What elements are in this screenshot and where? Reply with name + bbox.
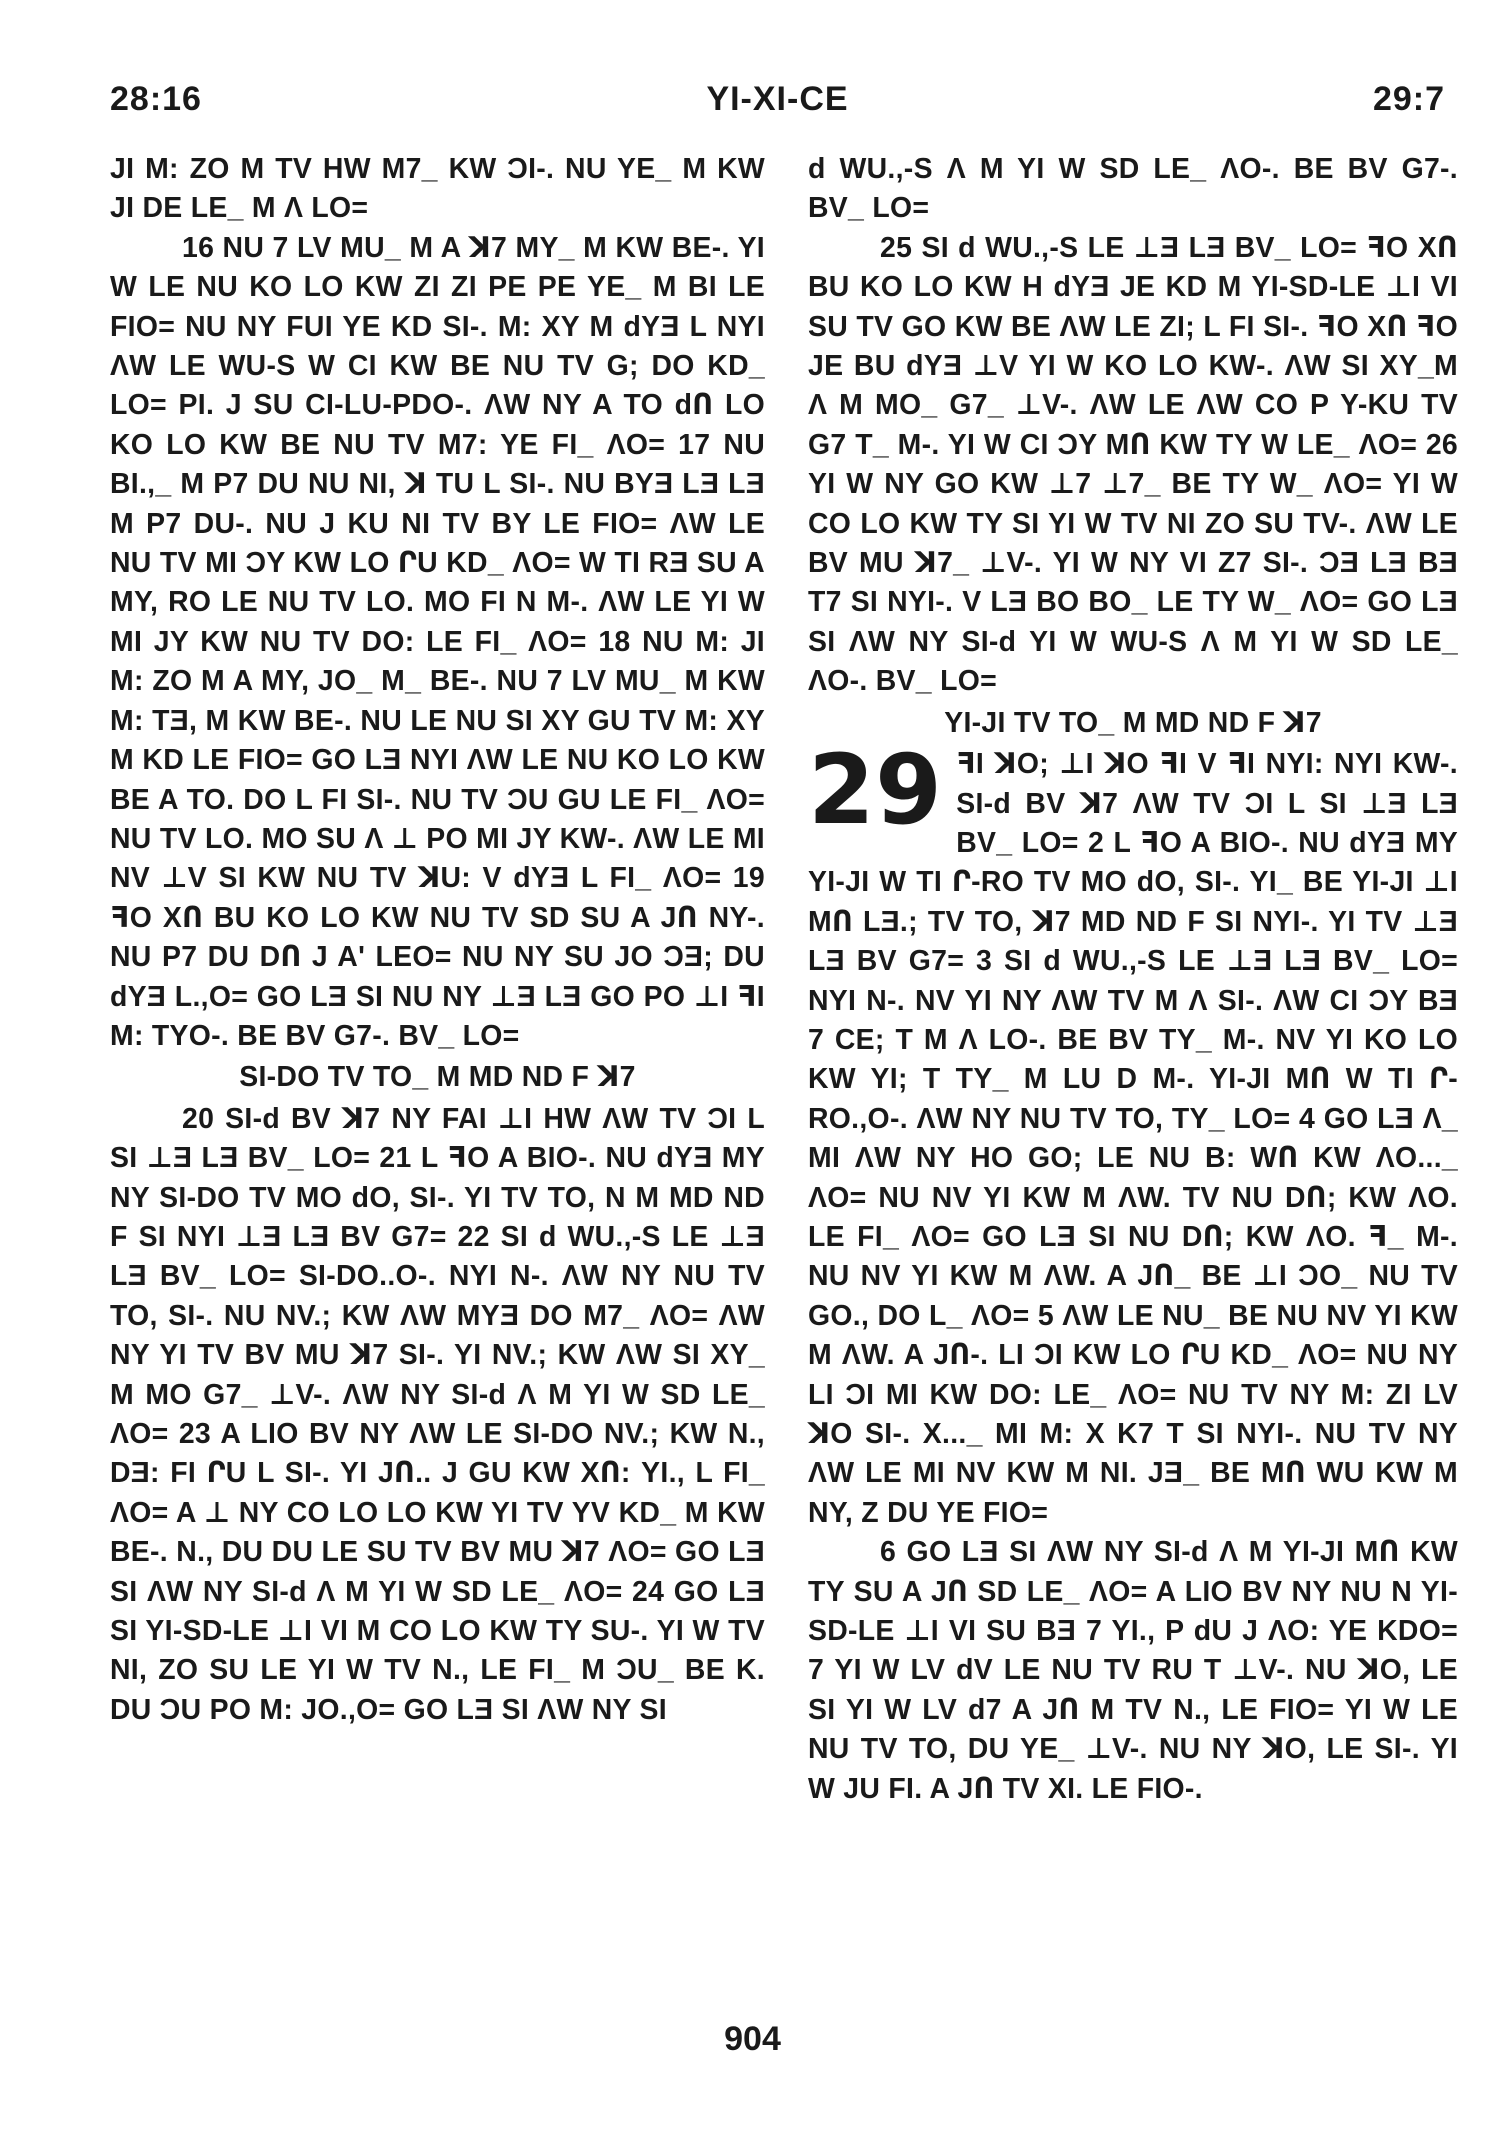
header-reference-left: 28:16 <box>110 80 202 118</box>
paragraph: ꟻI ꓘO; ⊥I ꓘO ꟻI V ꟻI NYI: NYI KW-. SI-d BV ꓘ7 ΛW TV ƆI L SI ⊥Ǝ LƎ BV_ LO= 2 L ꟻO A BIO-. NU dYƎ MY YI-JI W TI Ր-RO TV MO dO, SI-. YI_ BE YI-JI ⊥I MՈ LƎ.; TV TO, ꓘ7 MD ND F SI NYI-. YI TV ⊥Ǝ LƎ BV G7= 3 SI d WU.,-S LE ⊥Ǝ LƎ BV_ LO= NYI N-. NV YI NY ΛW TV M Λ SI-. ΛW CI ƆY BƎ 7 CE; T M Λ LO-. BE BV TY_ M-. NV YI KO LO KW YI; T TY_ M LU D M-. YI-JI MՈ W TI Ր-RO.,O-. ΛW NY NU TV TO, TY_ LO= 4 GO LƎ Λ_ MI ΛW NY HO GO; LE NU B: WՈ KW ΛO..._ ΛO= NU NV YI KW M ΛW. TV NU DՈ; KW ΛO. LE FI_ ΛO= GO LƎ SI NU DՈ; KW ΛO. ꟻ_ M-. NU NV YI KW M ΛW. A JՈ_ BE ⊥I ƆO_ NU TV GO., DO L_ ΛO= 5 ΛW LE NU_ BE NU NV YI KW M ΛW. A JՈ-. LI ƆI KW LO ՐU KD_ ΛO= NU NY LI ƆI MI KW DO: LE_ ΛO= NU TV NY M: ZI LV ꓘO SI-. X..._ MI M: X K7 T SI NYI-. NU TV NY ΛW LE MI NV KW M NI. JƎ_ BE MՈ WU KW M NY, Z DU YE FIO= <box>808 748 1458 1529</box>
section-heading: SI-DO TV TO_ M MD ND F ꓘ7 <box>239 1061 636 1094</box>
paragraph: 16 NU 7 LV MU_ M A ꓘ7 MY_ M KW BE-. YI W LE NU KO LO KW ZI ZI PE PE YE_ M BI LE FIO= NU NY FUI YE KD SI-. M: XY M dYƎ L NYI ΛW LE WU-S W CI KW BE NU TV G; DO KD_ LO= PI. J SU CI-LU-PDO-. ΛW NY A TO dՈ LO KO LO KW BE NU TV M7: YE FI_ ΛO= 17 NU BI.,_ M P7 DU NU NI, ꓘ TU L SI-. NU BYƎ LƎ LƎ M P7 DU-. NU J KU NI TV BY LE FIO= ΛW LE NU TV MI ƆY KW LO ՐU KD_ ΛO= W TI RƎ SU A MY, RO LE NU TV LO. MO FI N M-. ΛW LE YI W MI JY KW NU TV DO: LE FI_ ΛO= 18 NU M: JI M: ZO M A MY, JO_ M_ BE-. NU 7 LV MU_ M KW M: TƎ, M KW BE-. NU LE NU SI XY GU TV M: XY M KD LE FIO= GO LƎ NYI ΛW LE NU KO LO KW BE A TO. DO L FI SI-. NU TV ƆU GU LE FI_ ΛO= NU TV LO. MO SU Λ ⊥ PO MI JY KW-. ΛW LE MI NV ⊥V SI KW NU TV ꓘU: V dYƎ L FI_ ΛO= 19 ꟻO XՈ BU KO LO KW NU TV SD SU A JՈ NY-. NU P7 DU DՈ J A' LEO= NU NY SU JO ƆƎ; DU dYƎ L.,O= GO LƎ SI NU NY ⊥Ǝ LƎ GO PO ⊥I ꟻI M: TYO-. BE BV G7-. BV_ LO= <box>110 231 765 1052</box>
paragraph: 20 SI-d BV ꓘ7 NY FAI ⊥I HW ΛW TV ƆI L SI ⊥Ǝ LƎ BV_ LO= 21 L ꟻO A BIO-. NU dYƎ MY NY SI-DO TV MO dO, SI-. YI TV TO, N M MD ND F SI NYI ⊥Ǝ LƎ BV G7= 22 SI d WU.,-S LE ⊥Ǝ LƎ BV_ LO= SI-DO..O-. NYI N-. ΛW NY NU TV TO, SI-. NU NV.; KW ΛW MYƎ DO M7_ ΛO= ΛW NY YI TV BV MU ꓘ7 SI-. YI NV.; KW ΛW SI XY_ M MO G7_ ⊥V-. ΛW NY SI-d Λ M YI W SD LE_ ΛO= 23 A LIO BV NY ΛW LE SI-DO NV.; KW N., DƎ: FI ՐU L SI-. YI JՈ.. J GU KW XՈ: YI., L FI_ ΛO= A ⊥ NY CO LO LO KW YI TV YV KD_ M KW BE-. N., DU DU LE SU TV BV MU ꓘ7 ΛO= GO LƎ SI ΛW NY SI-d Λ M YI W SD LE_ ΛO= 24 GO LƎ SI YI-SD-LE ⊥I VI M CO LO KW TY SU-. YI W TV NI, ZO SU LE YI W TV N., LE FI_ M ƆU_ BE K. DU ƆU PO M: JO.,O= GO LƎ SI ΛW NY SI <box>110 1102 765 1726</box>
running-header <box>110 80 1445 130</box>
paragraph: 6 GO LƎ SI ΛW NY SI-d Λ M YI-JI MՈ KW TY SU A JՈ SD LE_ ΛO= A LIO BV NY NU N YI-SD-LE ⊥I VI SU BƎ 7 YI., P dU J ΛO: YE KDO= 7 YI W LV dV LE NU TV RU T ⊥V-. NU ꓘO, LE SI YI W LV d7 A JՈ M TV N., LE FIO= YI W LE NU TV TO, DU YE_ ⊥V-. NU NY ꓘO, LE SI-. YI W JU FI. A JՈ TV XI. LE FIO-. <box>808 1536 1458 1805</box>
header-reference-right: 29:7 <box>1372 80 1445 118</box>
chapter-block <box>808 734 1458 1533</box>
right-column <box>808 150 1458 1809</box>
paragraph: 25 SI d WU.,-S LE ⊥Ǝ LƎ BV_ LO= ꟻO XՈ BU KO LO KW H dYƎ JE KD M YI-SD-LE ⊥I VI SU TV GO KW BE ΛW LE ZI; L FI SI-. ꟻO XՈ ꟻO JE BU dYƎ ⊥V YI W KO LO KW-. ΛW SI XY_M Λ M MO_ G7_ ⊥V-. ΛW LE ΛW CO P Y-KU TV G7 T_ M-. YI W CI ƆY MՈ KW TY W LE_ ΛO= 26 YI W NY GO KW ⊥7 ⊥7_ BE TY W_ ΛO= YI W CO LO KW TY SI YI W TV NI ZO SU TV-. ΛW LE BV MU ꓘ7_ ⊥V-. YI W NY VI Z7 SI-. ƆƎ LƎ BƎ T7 SI NYI-. V LƎ BO BO_ LE TY W_ ΛO= GO LƎ SI ΛW NY SI-d YI W WU-S Λ M YI W SD LE_ ΛO-. BV_ LO= <box>808 231 1458 698</box>
chapter-number: 29 <box>808 734 943 847</box>
section-heading: YI-JI TV TO_ M MD ND F ꓘ7 <box>944 706 1322 739</box>
left-column <box>110 150 765 1730</box>
paragraph: d WU.,-S Λ M YI W SD LE_ ΛO-. BE BV G7-. BV_ LO= <box>808 153 1458 225</box>
paragraph: JI M: ZO M TV HW M7_ KW ƆI-. NU YE_ M KW JI DE LE_ M Λ LO= <box>110 153 765 225</box>
book-title: YI-XI-CE <box>706 80 849 118</box>
page-number: 904 <box>724 2020 781 2058</box>
